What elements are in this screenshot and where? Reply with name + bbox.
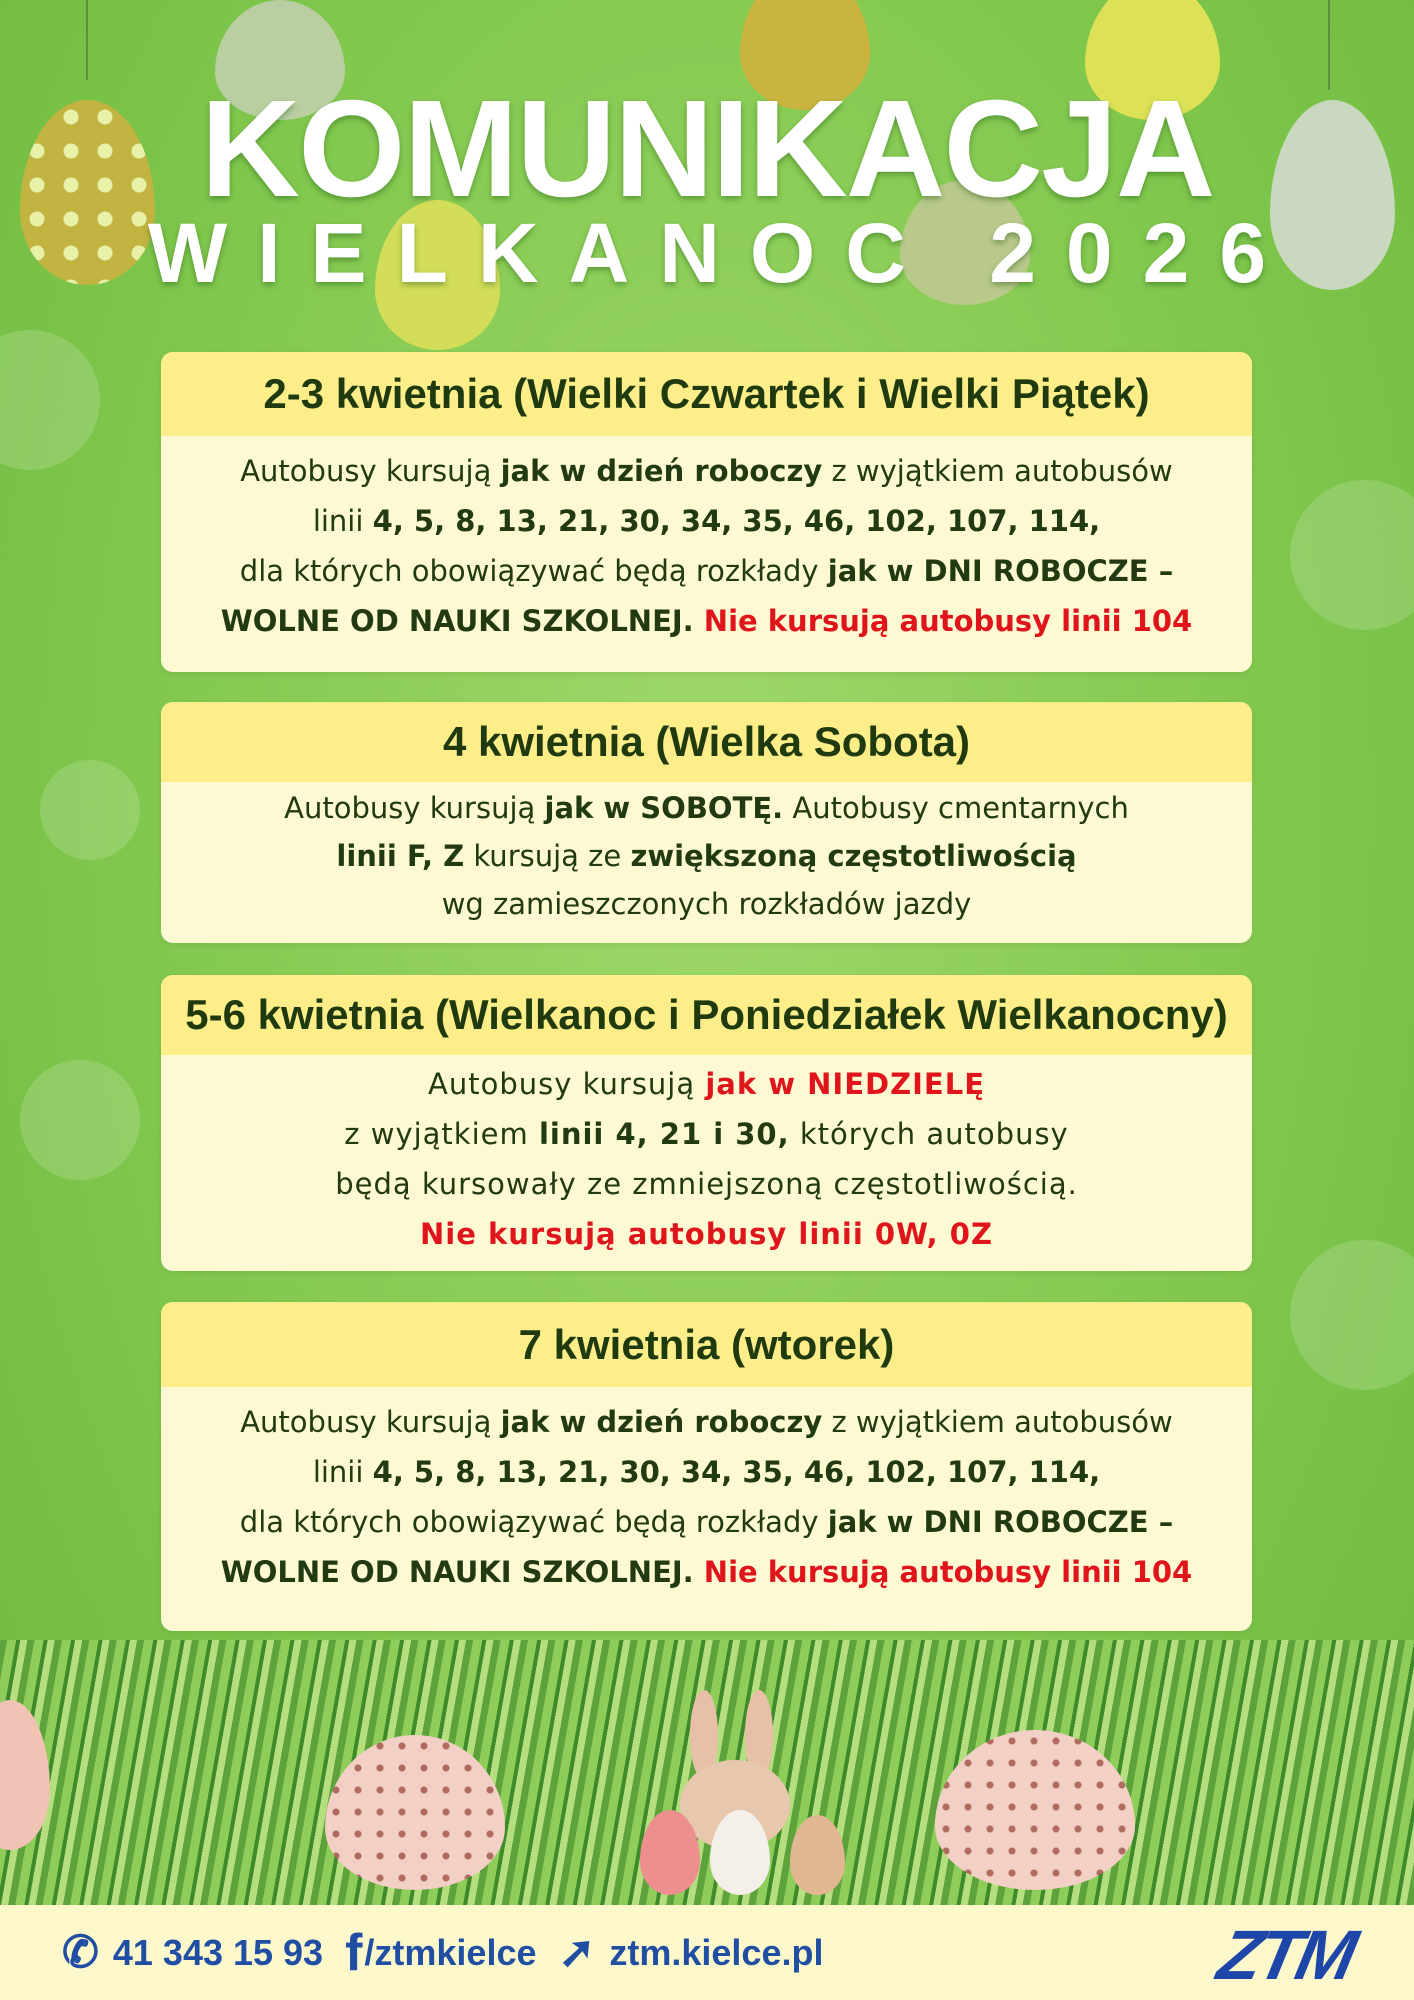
body-line — [161, 832, 1252, 880]
web-cursor-icon: ➚ — [558, 1928, 596, 1977]
bold-text: jak w SOBOTĘ. — [544, 791, 784, 825]
body-text: Autobusy kursują — [240, 1405, 501, 1439]
bold-text: jak w dzień roboczy — [500, 454, 823, 488]
bold-text: 4, 5, 8, 13, 21, 30, 34, 35, 46, 102, 107, 114, — [372, 1455, 1101, 1489]
body-text: linii — [312, 504, 373, 538]
body-text: z wyjątkiem autobusów — [822, 454, 1173, 488]
phone-icon: ✆ — [62, 1928, 99, 1977]
poster-subtitle: WIELKANOC 2026 — [147, 206, 1297, 300]
section-body — [161, 1387, 1252, 1597]
body-line — [161, 1109, 1252, 1159]
section-body — [161, 782, 1252, 928]
bokeh-decoration — [1290, 480, 1414, 630]
section-heading: 5-6 kwietnia (Wielkanoc i Poniedziałek Wielkanocny) — [161, 975, 1252, 1055]
egg-string — [86, 0, 88, 80]
bold-text: WOLNE OD NAUKI SZKOLNEJ. — [220, 604, 704, 638]
section-card-3 — [161, 975, 1252, 1271]
body-text: wg zamieszczonych rozkładów jazdy — [441, 887, 972, 921]
section-card-1 — [161, 352, 1252, 672]
body-text: Autobusy kursują — [428, 1067, 706, 1101]
body-line — [161, 1159, 1252, 1209]
bokeh-decoration — [20, 1060, 140, 1180]
section-body — [161, 436, 1252, 646]
body-text: będą kursowały ze zmniejszoną częstotliwością. — [335, 1167, 1078, 1201]
body-text: linii — [312, 1455, 373, 1489]
phone-number[interactable]: 41 343 15 93 — [112, 1931, 324, 1973]
body-line — [161, 1209, 1252, 1259]
footer-bar — [0, 1905, 1414, 2000]
facebook-icon: f — [345, 1923, 363, 1982]
body-line — [161, 596, 1252, 646]
bokeh-decoration — [1290, 1240, 1414, 1390]
body-line — [161, 880, 1252, 928]
section-heading: 4 kwietnia (Wielka Sobota) — [161, 702, 1252, 782]
bold-text: jak w DNI ROBOCZE – — [827, 1505, 1174, 1539]
body-line — [161, 446, 1252, 496]
section-heading: 2-3 kwietnia (Wielki Czwartek i Wielki Piątek) — [161, 352, 1252, 436]
bold-text: linii F, Z — [336, 839, 465, 873]
body-text: dla których obowiązywać będą rozkłady — [239, 554, 828, 588]
bold-text: zwiększoną częstotliwością — [630, 839, 1077, 873]
ztm-logo: ZTM — [1211, 1916, 1361, 1994]
body-text: dla których obowiązywać będą rozkłady — [239, 1505, 828, 1539]
bold-text: linii 4, 21 i 30, — [538, 1117, 790, 1151]
highlight-text: Nie kursują autobusy linii 104 — [703, 604, 1193, 638]
body-text: Autobusy kursują — [240, 454, 501, 488]
bold-text: WOLNE OD NAUKI SZKOLNEJ. — [220, 1555, 704, 1589]
poster-title: KOMUNIKACJA — [200, 72, 1214, 226]
highlight-text: jak w NIEDZIELĘ — [705, 1067, 985, 1101]
highlight-text: Nie kursują autobusy linii 104 — [703, 1555, 1193, 1589]
body-line — [161, 1497, 1252, 1547]
section-card-4 — [161, 1302, 1252, 1631]
bold-text: jak w DNI ROBOCZE – — [827, 554, 1174, 588]
section-body — [161, 1055, 1252, 1259]
highlight-text: Nie kursują autobusy linii 0W, 0Z — [419, 1217, 993, 1251]
body-line — [161, 496, 1252, 546]
facebook-link[interactable]: /ztmkielce — [364, 1931, 537, 1973]
body-line — [161, 784, 1252, 832]
body-line — [161, 1547, 1252, 1597]
body-text: z wyjątkiem — [344, 1117, 539, 1151]
section-card-2 — [161, 702, 1252, 943]
body-line — [161, 1447, 1252, 1497]
body-line — [161, 1397, 1252, 1447]
body-text: z wyjątkiem autobusów — [822, 1405, 1173, 1439]
body-text: których autobusy — [789, 1117, 1069, 1151]
bold-text: jak w dzień roboczy — [500, 1405, 823, 1439]
bold-text: 4, 5, 8, 13, 21, 30, 34, 35, 46, 102, 107, 114, — [372, 504, 1101, 538]
body-text: Autobusy cmentarnych — [783, 791, 1129, 825]
section-heading: 7 kwietnia (wtorek) — [161, 1302, 1252, 1387]
body-line — [161, 546, 1252, 596]
website-link[interactable]: ztm.kielce.pl — [609, 1931, 824, 1973]
body-line — [161, 1059, 1252, 1109]
bokeh-decoration — [0, 330, 100, 470]
bokeh-decoration — [40, 760, 140, 860]
body-text: Autobusy kursują — [284, 791, 545, 825]
body-text: kursują ze — [464, 839, 631, 873]
